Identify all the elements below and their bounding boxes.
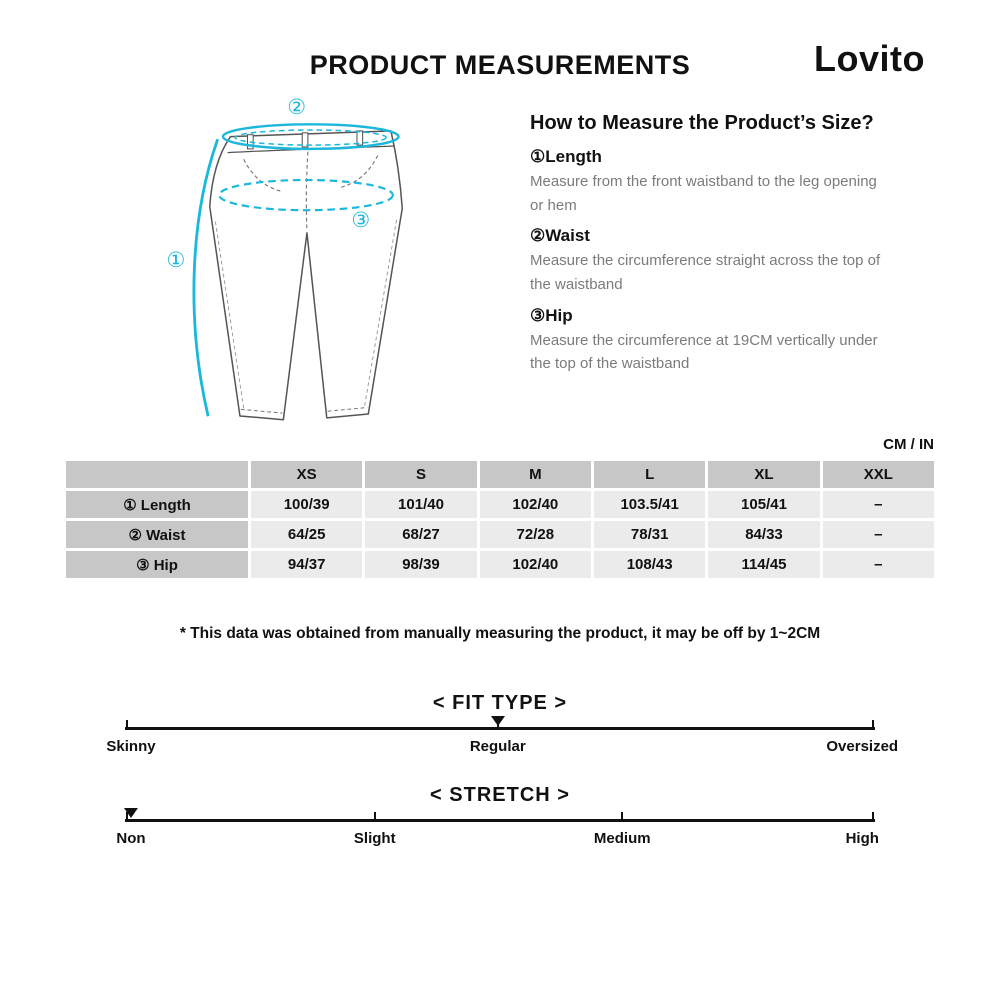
- stretch-label-medium: Medium: [593, 830, 651, 847]
- length-item-marker: ①: [530, 147, 546, 166]
- hip-item-marker: ③: [530, 305, 546, 325]
- fit-type-marker-icon: [491, 716, 505, 726]
- table-header-empty: [66, 461, 248, 488]
- waist-xs-value: 64/25: [251, 521, 362, 548]
- units-label: CM / IN: [883, 436, 934, 453]
- table-header-xl: XL: [708, 461, 819, 488]
- waist-l-value: 78/31: [594, 521, 705, 548]
- fit-type-track: [125, 727, 875, 730]
- pants-illustration-svg: [155, 88, 457, 440]
- brand-logo: Lovito: [814, 38, 925, 79]
- waist-item-name: Waist: [545, 226, 590, 246]
- hip-l-value: 108/43: [594, 551, 705, 578]
- length-item-desc: Measure from the front waistband to the leg opening or hem: [530, 173, 877, 214]
- hip-xs-value: 94/37: [251, 551, 362, 578]
- length-l-value: 103.5/41: [594, 491, 705, 518]
- length-marker-icon: ①: [166, 248, 186, 272]
- row-label-hip: ③ Hip: [66, 551, 248, 578]
- waist-xl-value: 84/33: [708, 521, 819, 548]
- hip-s-value: 98/39: [365, 551, 476, 578]
- table-header-xxl: XXL: [823, 461, 934, 488]
- table-header-l: L: [594, 461, 705, 488]
- fit-type-scale: [106, 716, 899, 776]
- stretch-track: [125, 819, 875, 822]
- hip-marker-icon: ③: [351, 209, 371, 233]
- waist-item-desc: Measure the circumference straight across the top of the waistband: [530, 252, 881, 294]
- pants-outline: [210, 131, 403, 420]
- waist-marker-icon: ②: [287, 95, 306, 119]
- stretch-title: < STRETCH >: [430, 784, 570, 806]
- table-header-m: M: [480, 461, 591, 488]
- length-s-value: 101/40: [365, 491, 476, 518]
- fit-tick-skinny: [126, 720, 128, 730]
- measure-item-length: [530, 147, 890, 217]
- fit-type-title: < FIT TYPE >: [432, 692, 568, 714]
- stretch-label-slight: Slight: [353, 830, 396, 847]
- how-to-heading: How to Measure the Product’s Size?: [530, 112, 874, 134]
- waist-item-marker: ②: [530, 226, 546, 246]
- length-item-name: Length: [545, 147, 602, 166]
- length-xs-value: 100/39: [251, 491, 362, 518]
- length-xl-value: 105/41: [708, 491, 819, 518]
- stretch-tick-slight: [374, 812, 376, 822]
- size-table: [66, 461, 934, 578]
- hip-m-value: 102/40: [480, 551, 591, 578]
- table-header-s: S: [365, 461, 476, 488]
- stretch-scale: [116, 808, 879, 868]
- measure-item-hip: [530, 306, 890, 376]
- pants-diagram: [155, 88, 457, 440]
- length-m-value: 102/40: [480, 491, 591, 518]
- stretch-tick-medium: [621, 812, 623, 822]
- fit-tick-oversized: [872, 720, 874, 730]
- table-header-xs: XS: [251, 461, 362, 488]
- row-label-waist: ② Waist: [66, 521, 248, 548]
- length-xxl-value: –: [823, 491, 934, 518]
- page-title: PRODUCT MEASUREMENTS: [309, 50, 691, 80]
- fit-label-regular: Regular: [469, 738, 526, 755]
- hip-xl-value: 114/45: [708, 551, 819, 578]
- waist-m-value: 72/28: [480, 521, 591, 548]
- waist-s-value: 68/27: [365, 521, 476, 548]
- stretch-label-non: Non: [116, 830, 146, 847]
- stretch-tick-high: [872, 812, 874, 822]
- hip-item-name: Hip: [545, 305, 573, 325]
- stretch-marker-icon: [124, 808, 138, 818]
- how-to-measure-section: [530, 112, 890, 376]
- hip-item-desc: Measure the circumference at 19CM vertically under the top of the waistband: [530, 331, 878, 373]
- measure-item-waist: [530, 226, 890, 296]
- fit-label-skinny: Skinny: [106, 738, 156, 755]
- stretch-label-high: High: [845, 830, 879, 847]
- measurement-disclaimer: * This data was obtained from manually measuring the product, it may be off by 1~2CM: [179, 625, 821, 642]
- waist-xxl-value: –: [823, 521, 934, 548]
- fit-label-oversized: Oversized: [826, 738, 899, 755]
- hip-xxl-value: –: [823, 551, 934, 578]
- row-label-length: ① Length: [66, 491, 248, 518]
